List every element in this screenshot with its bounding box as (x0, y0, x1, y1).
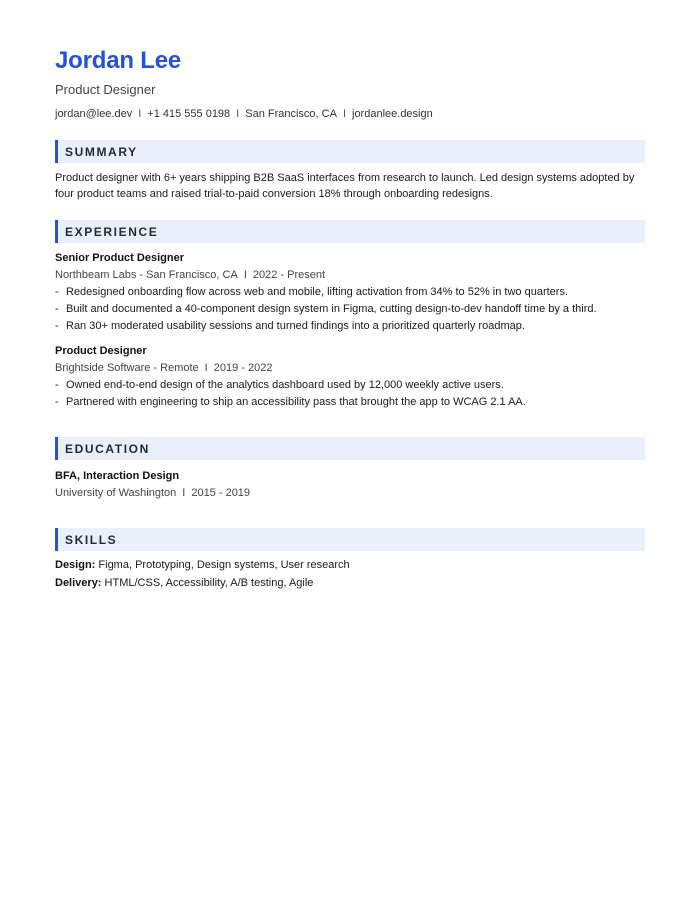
resume-header (55, 0, 645, 121)
section-title: SUMMARY (65, 144, 138, 159)
list-item (55, 318, 645, 335)
section-header-experience (55, 220, 645, 243)
skills-section (55, 528, 645, 592)
education-dates: 2015 - 2019 (191, 487, 251, 499)
job-dates: 2022 - Present (252, 269, 326, 281)
dash-icon: - (55, 286, 59, 298)
job-entry (55, 250, 645, 335)
skills-list (55, 556, 645, 592)
contact-website: jordanlee.design (352, 108, 433, 120)
dash-icon: - (55, 379, 59, 391)
section-header-education (55, 437, 645, 460)
degree: BFA, Interaction Design (55, 470, 180, 482)
list-item (55, 301, 645, 318)
job-title: Product Designer (55, 345, 147, 357)
dash-icon: - (55, 396, 59, 408)
school: University of Washington (55, 487, 177, 499)
bullet-text: Built and documented a 40-component design system in Figma, cutting design-to-dev handoff time by a third. (66, 303, 597, 315)
contact-separator: I (342, 108, 346, 120)
job-dates: 2019 - 2022 (213, 362, 273, 374)
job-org: Northbeam Labs - San Francisco, CA (55, 269, 238, 281)
candidate-role: Product Designer (55, 82, 156, 97)
contact-location: San Francisco, CA (245, 108, 337, 120)
education-meta (55, 485, 645, 501)
list-item (55, 394, 645, 411)
skill-value: Figma, Prototyping, Design systems, User research (98, 559, 350, 571)
bullet-text: Owned end-to-end design of the analytics dashboard used by 12,000 weekly active users. (66, 379, 504, 391)
contact-email: jordan@lee.dev (55, 108, 133, 120)
dash-icon: - (55, 320, 59, 332)
job-title: Senior Product Designer (55, 252, 184, 264)
education-section (55, 437, 645, 501)
section-title: EDUCATION (65, 441, 150, 456)
meta-separator: I (243, 269, 247, 281)
section-header-summary (55, 140, 645, 163)
section-title: EXPERIENCE (65, 224, 159, 239)
dash-icon: - (55, 303, 59, 315)
job-bullets (55, 377, 645, 411)
skill-line (55, 556, 645, 574)
contact-separator: I (236, 108, 240, 120)
summary-section (55, 140, 645, 202)
meta-separator: I (204, 362, 208, 374)
bullet-text: Ran 30+ moderated usability sessions and turned findings into a prioritized quarterly roadmap. (66, 320, 525, 332)
job-meta (55, 360, 645, 376)
list-item (55, 284, 645, 301)
job-org: Brightside Software - Remote (55, 362, 199, 374)
contact-line (55, 107, 645, 121)
experience-section (55, 220, 645, 411)
skill-line (55, 574, 645, 592)
summary-text: Product designer with 6+ years shipping B2B SaaS interfaces from research to launch. Led design systems adopted by four product teams and raised trial-to-paid conversion 18% through onboarding redesigns. (55, 172, 635, 200)
bullet-text: Partnered with engineering to ship an accessibility pass that brought the app to WCAG 2.1 AA. (66, 396, 526, 408)
job-entry (55, 343, 645, 411)
education-entry (55, 468, 645, 501)
bullet-text: Redesigned onboarding flow across web and mobile, lifting activation from 34% to 52% in two quarters. (66, 286, 568, 298)
section-header-skills (55, 528, 645, 551)
contact-separator: I (138, 108, 142, 120)
skill-label: Delivery: (55, 577, 102, 589)
contact-phone: +1 415 555 0198 (147, 108, 231, 120)
job-bullets (55, 284, 645, 335)
candidate-name: Jordan Lee (55, 47, 182, 74)
skill-label: Design: (55, 559, 96, 571)
section-title: SKILLS (65, 532, 118, 547)
skill-value: HTML/CSS, Accessibility, A/B testing, Agile (104, 577, 314, 589)
meta-separator: I (182, 487, 186, 499)
list-item (55, 377, 645, 394)
job-meta (55, 267, 645, 283)
